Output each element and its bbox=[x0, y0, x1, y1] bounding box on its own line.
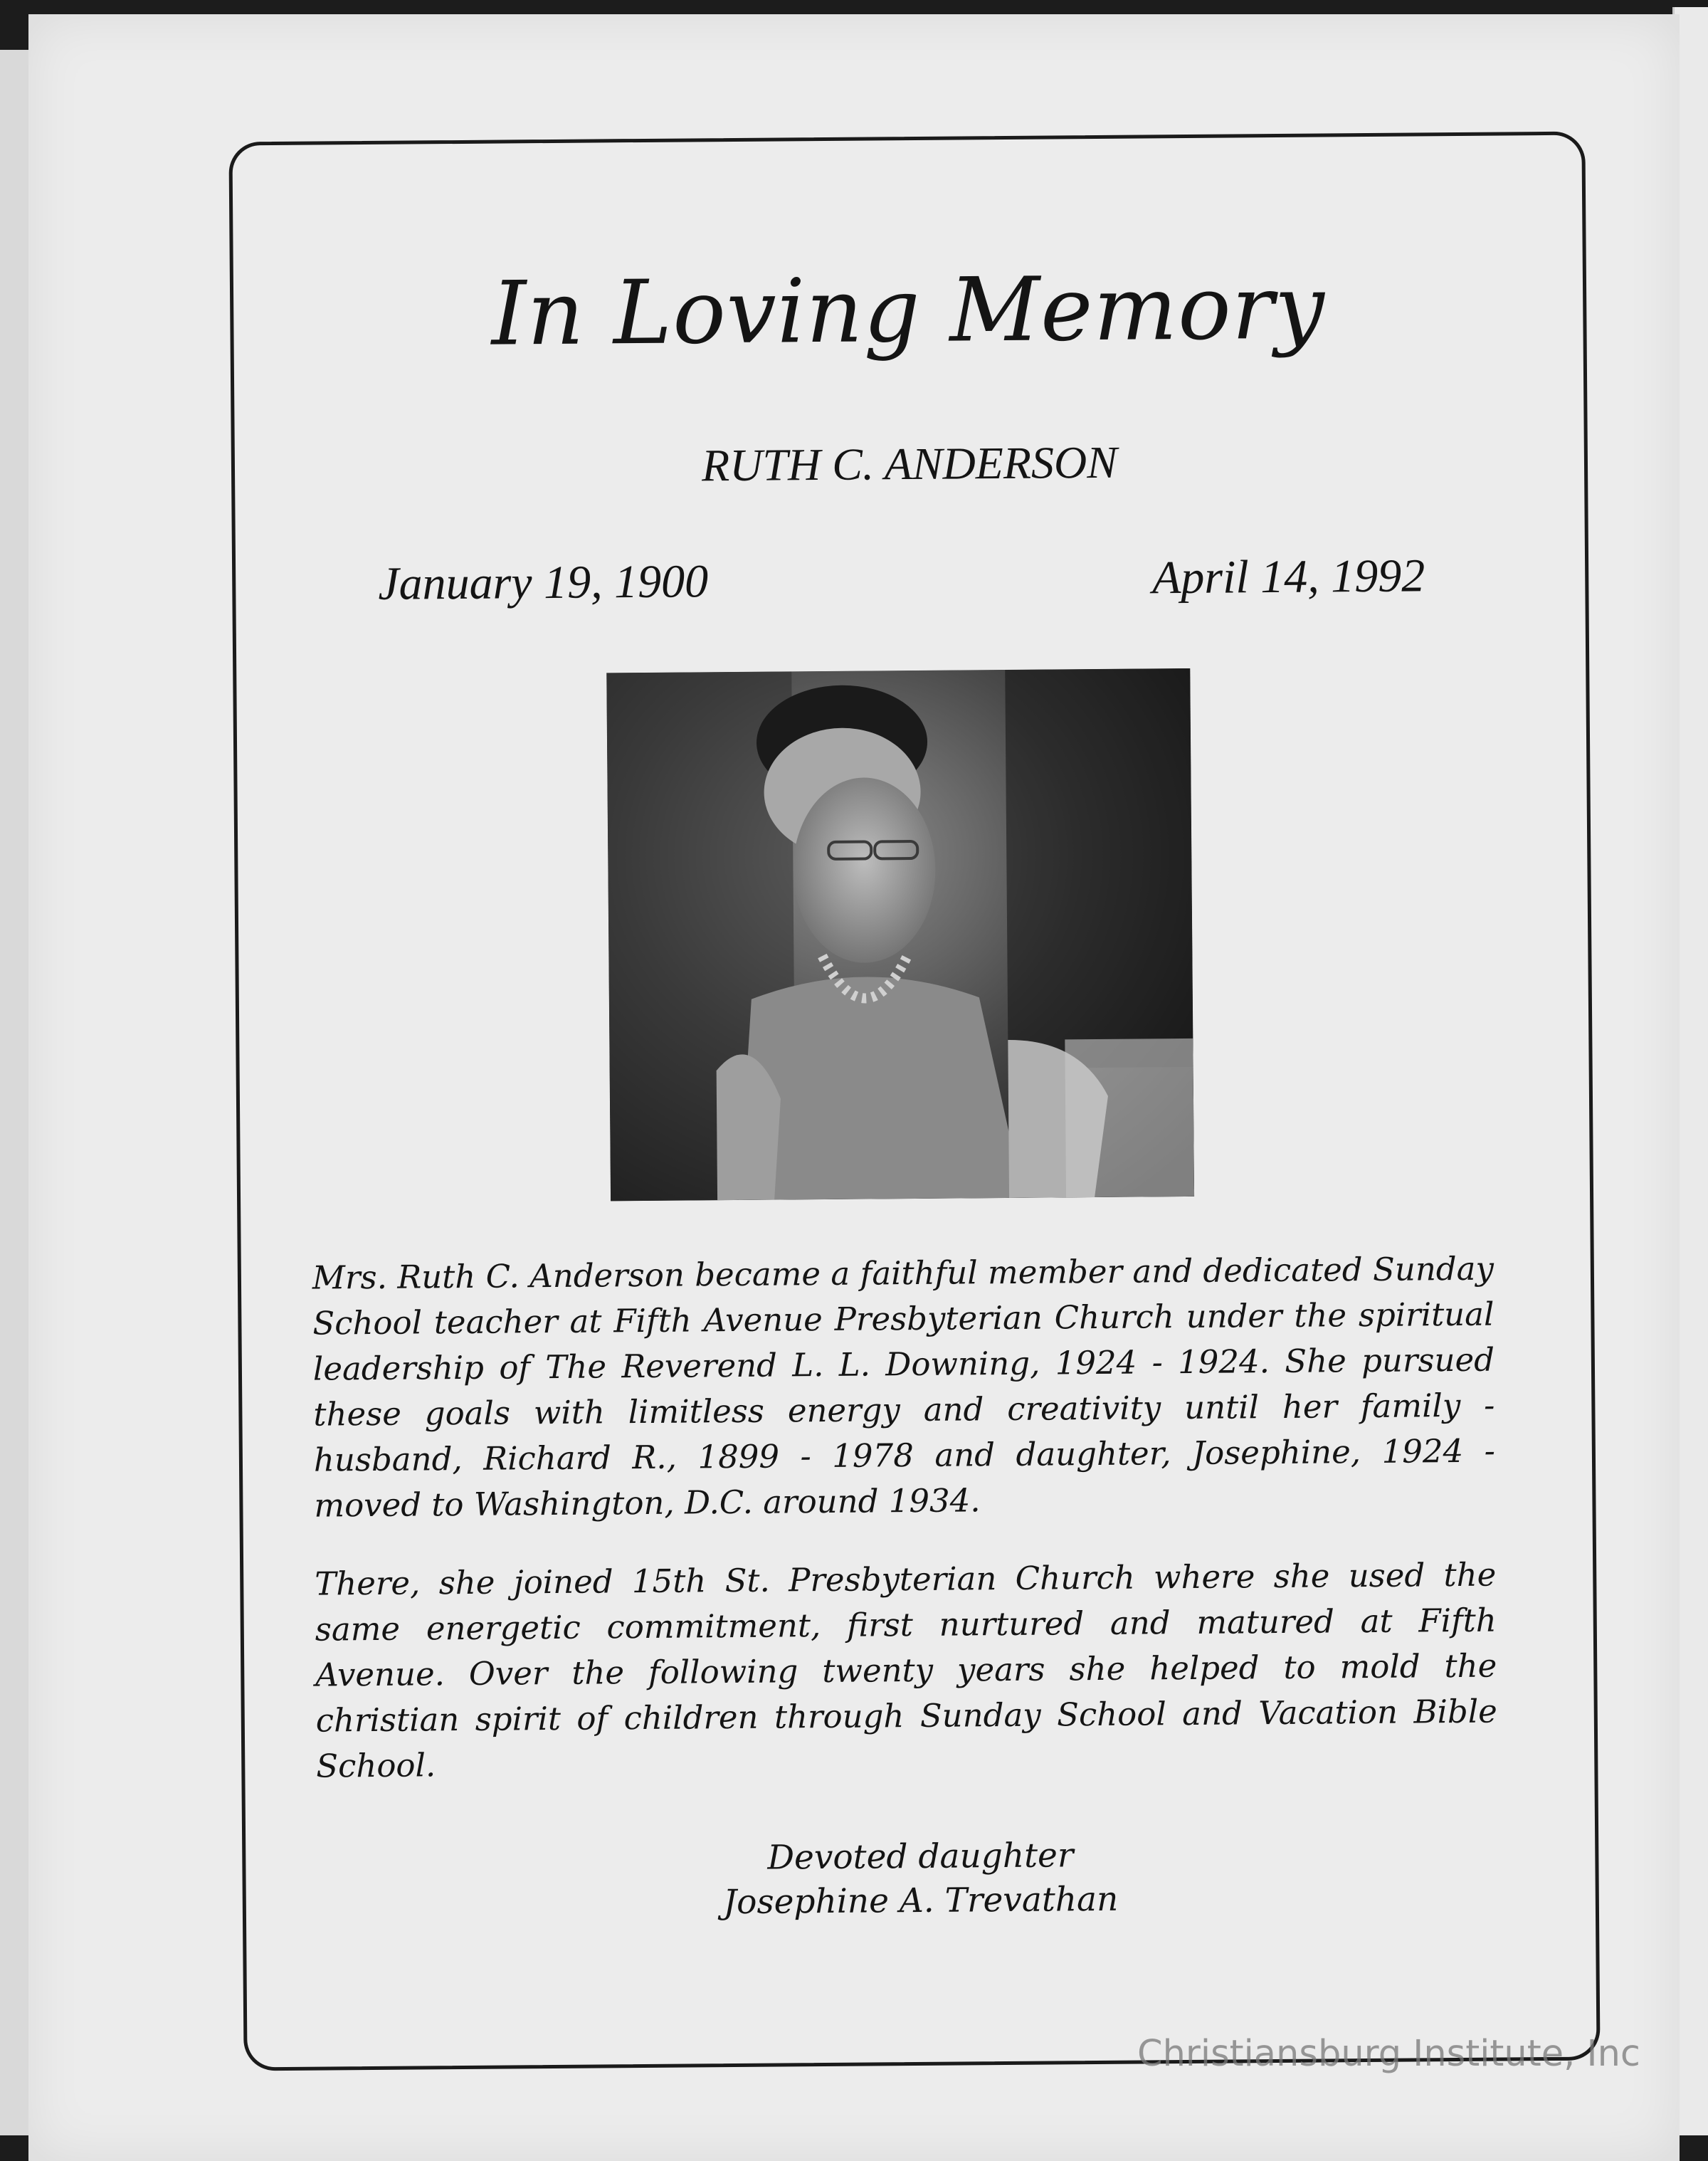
signature-line-2: Josephine A. Trevathan bbox=[723, 1879, 1119, 1923]
portrait-photo bbox=[606, 668, 1194, 1201]
archive-watermark: Christiansburg Institute, Inc bbox=[1137, 2033, 1640, 2075]
death-date: April 14, 1992 bbox=[1151, 550, 1425, 604]
program-page bbox=[28, 14, 1680, 2161]
birth-date: January 19, 1900 bbox=[377, 555, 709, 610]
portrait-photo-icon bbox=[606, 668, 1194, 1201]
deceased-name: RUTH C. ANDERSON bbox=[701, 436, 1118, 491]
memorial-heading: In Loving Memory bbox=[490, 256, 1326, 366]
biography-paragraph-1: Mrs. Ruth C. Anderson became a faithful member and dedicated Sunday School teacher at Fifth Avenue Presbyterian Church under the spiritual leadership of The Reverend L. L. Downing, 1924 - 1924. She pursued these goals with limitless energy and creativity until her family - husband, Richard R., 1899 - 1978 and daughter, Josephine, 1924 - moved to Washington, D.C. around 1934. bbox=[312, 1249, 1496, 1525]
signature-line-1: Devoted daughter bbox=[767, 1836, 1074, 1878]
rounded-border-frame bbox=[228, 132, 1600, 2071]
biography-paragraph-2: There, she joined 15th St. Presbyterian Church where she used the same energetic commitment, first nurtured and matured at Fifth Avenue. Over the following twenty years she helped to mold the christian spirit of children through Sunday School and Vacation Bible School. bbox=[315, 1555, 1497, 1785]
